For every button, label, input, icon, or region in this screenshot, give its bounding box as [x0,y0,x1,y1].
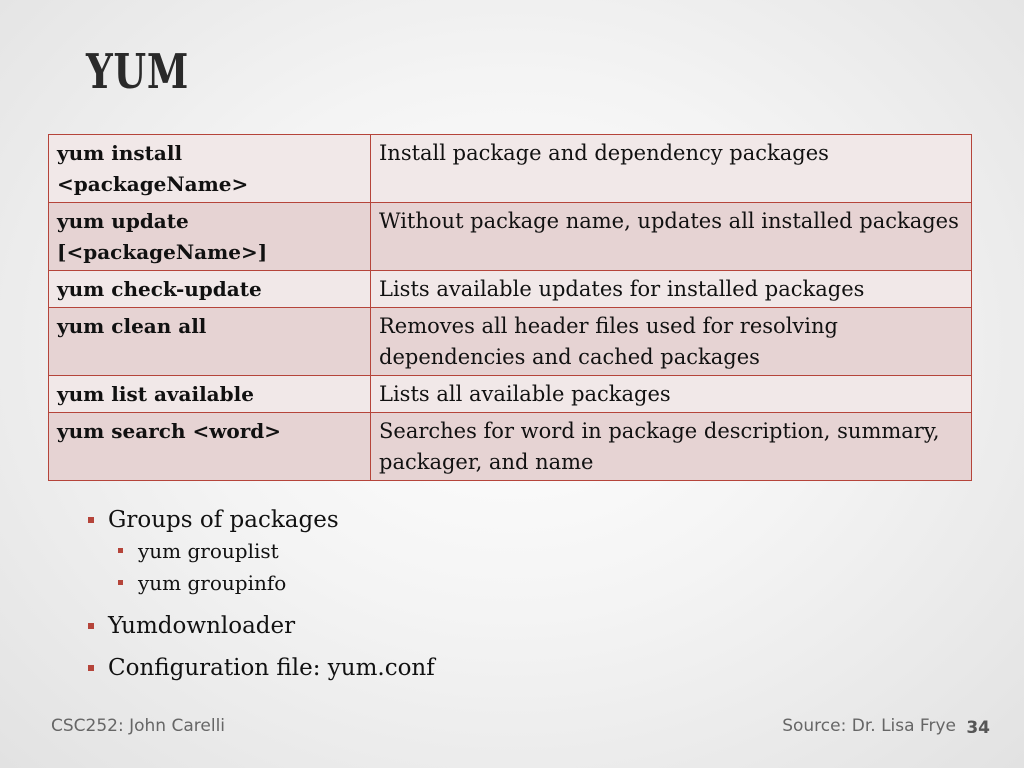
command-table [48,134,972,481]
command-cell: yum search <word> [49,413,371,481]
footer-source: Source: Dr. Lisa Frye [782,716,956,736]
sub-bullet-text: yum grouplist [138,539,279,563]
description-cell: Install package and dependency packages [371,135,972,203]
table-row [49,203,972,271]
page-number: 34 [966,718,990,738]
description-cell: Lists available updates for installed packages [371,271,972,308]
square-bullet-icon [88,623,94,629]
table-row [49,413,972,481]
bullet-text: Configuration file: yum.conf [108,655,435,681]
sub-bullet-text: yum groupinfo [138,571,287,595]
square-bullet-icon [88,517,94,523]
sub-bullet-item [118,535,435,567]
sub-bullet-list [118,535,435,599]
command-cell: yum list available [49,376,371,413]
table-row [49,135,972,203]
description-cell: Without package name, updates all installed packages [371,203,972,271]
footer-author: CSC252: John Carelli [51,716,226,736]
command-cell: yum update [<packageName>] [49,203,371,271]
slide-title: YUM [86,44,190,100]
bullet-text: Groups of packages [108,507,339,533]
description-cell: Removes all header files used for resolving dependencies and cached packages [371,308,972,376]
command-cell: yum check-update [49,271,371,308]
description-cell: Searches for word in package description, summary, packager, and name [371,413,972,481]
bullet-item [88,505,435,535]
command-cell: yum install <packageName> [49,135,371,203]
bullet-item [88,611,435,641]
table-row [49,376,972,413]
bullet-list [88,505,435,695]
bullet-text: Yumdownloader [108,613,296,639]
square-bullet-icon [118,548,123,553]
square-bullet-icon [88,665,94,671]
bullet-item [88,653,435,683]
sub-bullet-item [118,567,435,599]
command-cell: yum clean all [49,308,371,376]
description-cell: Lists all available packages [371,376,972,413]
table-row [49,271,972,308]
table-row [49,308,972,376]
square-bullet-icon [118,580,123,585]
